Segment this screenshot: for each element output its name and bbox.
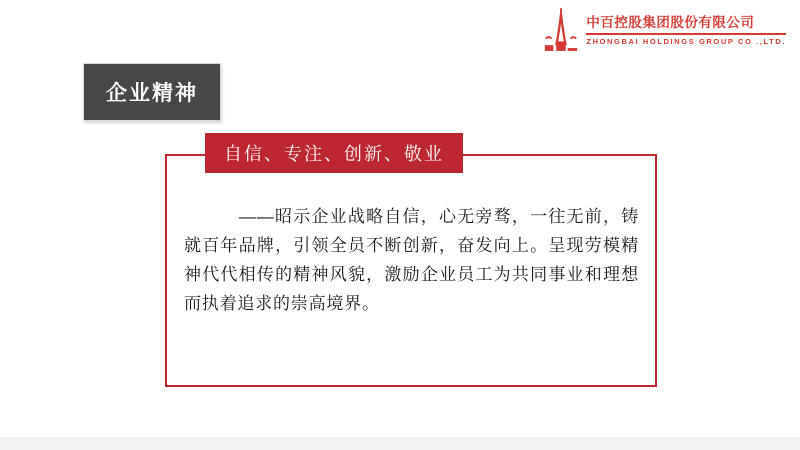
logo-divider [586, 33, 786, 35]
slogan-banner [205, 133, 463, 173]
footer-strip [0, 437, 800, 450]
section-title: 企业精神 [106, 82, 198, 105]
slogan-text: 自信、专注、创新、敬业 [224, 144, 444, 164]
body-paragraph: ——昭示企业战略自信，心无旁骛，一往无前，铸就百年品牌，引领全员不断创新，奋发向上。呈现劳模精神代代相传的精神风貌，激励企业员工为共同事业和理想而执着追求的崇高境界。 [184, 207, 639, 313]
section-title-box [83, 63, 221, 121]
logo-text-block [586, 14, 786, 47]
tower-logo-icon [542, 7, 580, 53]
company-name-zh: 中百控股集团股份有限公司 [586, 14, 755, 30]
company-logo [542, 7, 786, 53]
content-box [165, 154, 657, 387]
company-name-en: ZHONGBAI HOLDINGS GROUP CO .,LTD. [586, 37, 786, 47]
